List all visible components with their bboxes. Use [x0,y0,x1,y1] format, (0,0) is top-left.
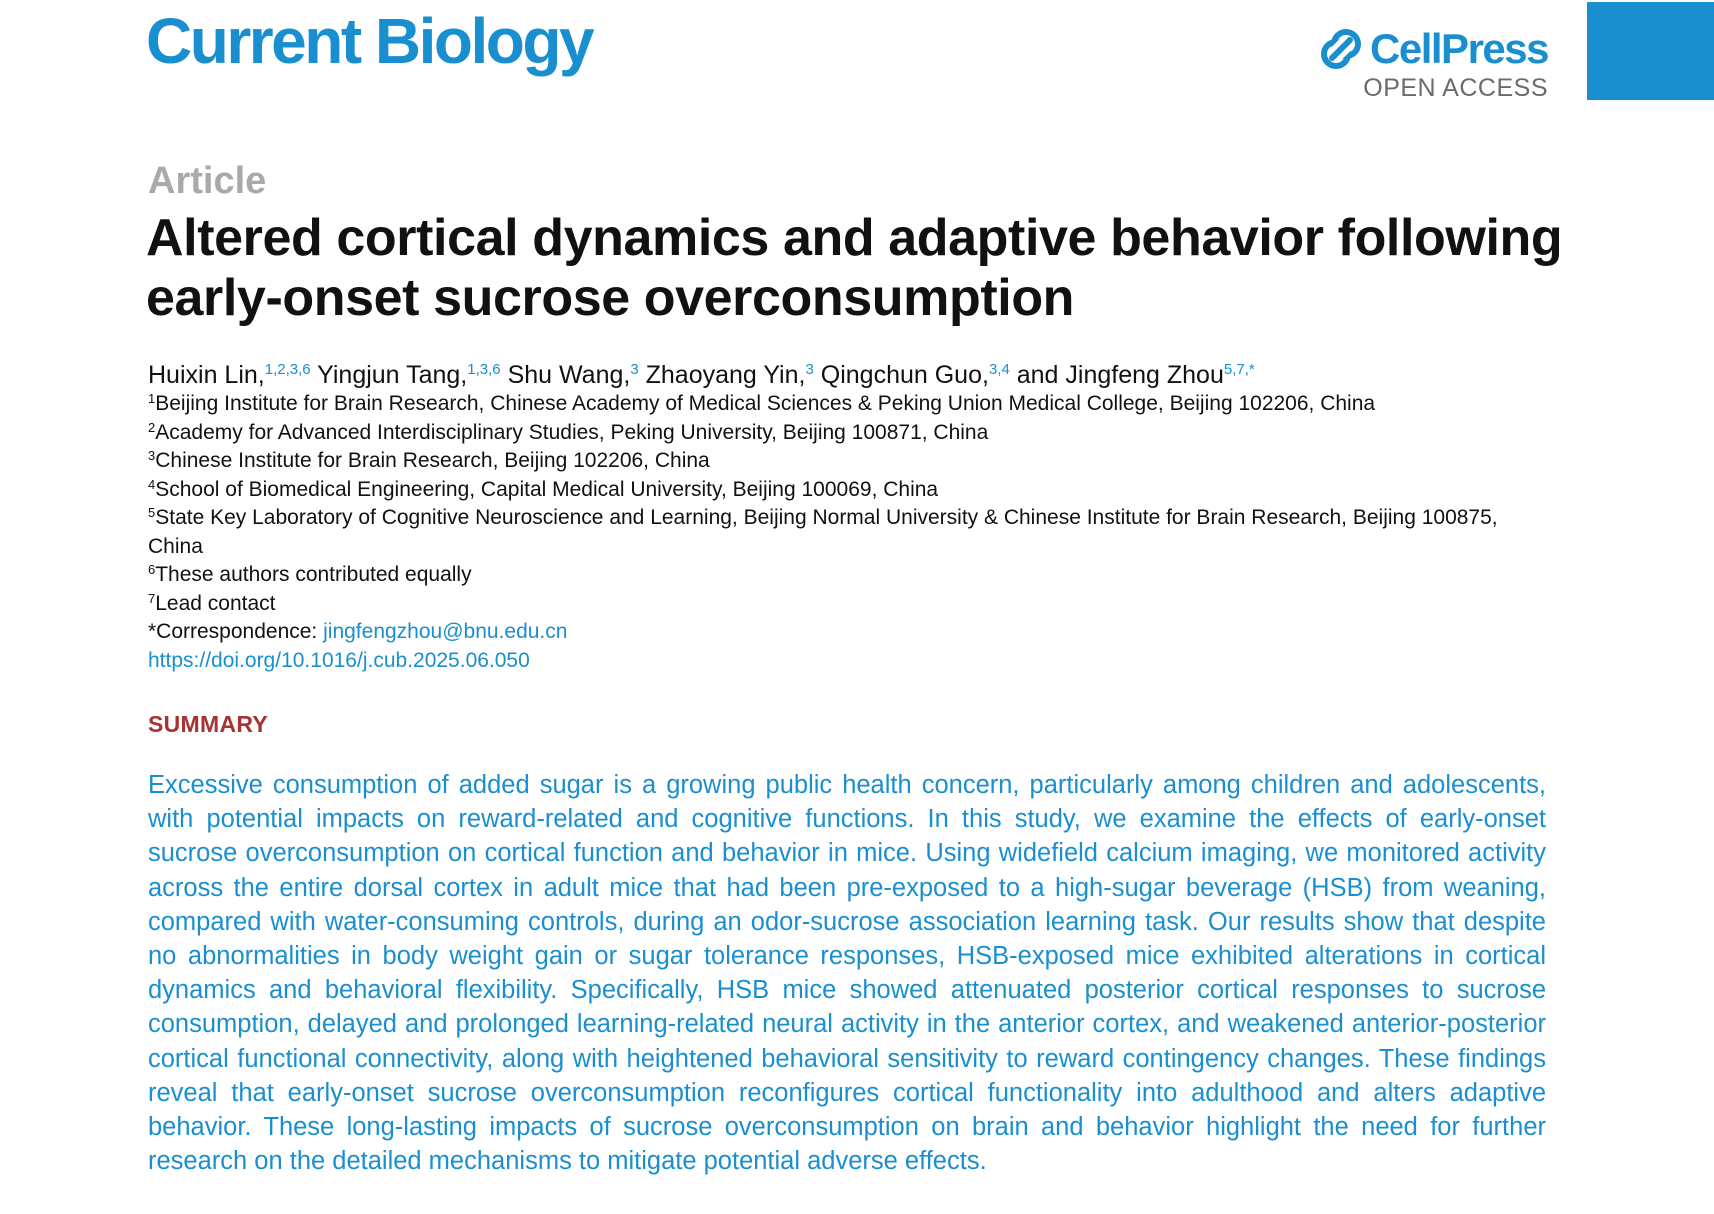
affiliation: $^4$School of Biomedical Engineering, Capital Medical University, Beijing 100069, China [148,476,939,501]
affiliation: $^1$Beijing Institute for Brain Research, Chinese Academy of Medical Sciences & Peking Union Medical College, Beijing 102206, China [148,391,1376,415]
cellpress-logo-icon [1318,26,1364,72]
journal-color-tab [1587,2,1714,100]
author[interactable]: and Jingfeng Zhou$^{5,7,*}$ [1016,361,1255,389]
author-affiliation-refs: 3 [630,361,639,378]
author[interactable]: Qingchun Guo,$^{3,4}$ [820,361,1010,389]
publisher-logo[interactable] [1318,26,1548,101]
summary-heading: SUMMARY [148,711,269,737]
affiliation: $^7$Lead contact [148,590,276,615]
summary-text: Excessive consumption of added sugar is a growing public health concern, particularly among children and adolescents, with potential impacts on reward-related and cognitive functions. In this study, we examine the effects of early-onset sucrose overconsumption on cortical function and behavior in mice. Using widefield calcium imaging, we monitored activity across the entire dorsal cortex in adult mice that had been pre-exposed to a high-sugar beverage (HSB) from weaning, compared with water-consuming controls, during an odor-sucrose association learning task. Our results show that despite no abnormalities in body weight gain or sugar tolerance responses, HSB-exposed mice exhibited alterations in cortical dynamics and behavioral flexibility. Specifically, HSB mice showed attenuated posterior cortical responses to sucrose consumption, delayed and prolonged learning-related neural activity in the anterior cortex, and weakened anterior-posterior cortical functional connectivity, along with heightened behavioral sensitivity to reward contingency changes. These findings reveal that early-onset sucrose overconsumption reconfigures cortical functionality into adulthood and alters adaptive behavior. These long-lasting impacts of sucrose overconsumption on brain and behavior highlight the need for further research on the detailed mechanisms to mitigate potential adverse effects. [148,771,1546,1176]
correspondence-email-link[interactable]: jingfengzhou@bnu.edu.cn [323,620,568,643]
author[interactable]: Shu Wang,$^3$ [507,361,639,389]
author-affiliation-refs: 3 [805,361,814,378]
correspondence [148,618,1548,647]
journal-title[interactable]: Current Biology [146,5,593,77]
affiliation: $^3$Chinese Institute for Brain Research, Beijing 102206, China [148,448,710,472]
doi-link[interactable]: https://doi.org/10.1016/j.cub.2025.06.050 [148,648,530,672]
author-affiliation-refs: 1,3,6 [467,361,501,378]
affiliation: $^6$These authors contributed equally [148,562,472,586]
author-affiliation-refs: 1,2,3,6 [264,361,311,378]
article-type: Article [148,160,267,202]
author-affiliation-refs: 5,7,* [1223,361,1255,378]
correspondence-label: *Correspondence: [148,620,324,643]
author-list [148,358,1255,392]
publisher-name: CellPress [1370,25,1548,72]
open-access-label: OPEN ACCESS [1363,74,1548,102]
affiliations-block [148,390,1548,675]
author[interactable]: Yingjun Tang,$^{1,3,6}$ [317,361,501,389]
affiliation: $^5$State Key Laboratory of Cognitive Neuroscience and Learning, Beijing Normal University & Chinese Institute for Brain Research, Beijing 100875, China [148,505,1498,558]
article-title: Altered cortical dynamics and adaptive behavior following early-onset sucrose overconsumption [146,209,1563,327]
author[interactable]: Huixin Lin,$^{1,2,3,6}$ [148,361,311,389]
affiliation: $^2$Academy for Advanced Interdisciplinary Studies, Peking University, Beijing 100871, China [148,419,989,444]
author-affiliation-refs: 3,4 [988,361,1010,378]
author[interactable]: Zhaoyang Yin,$^3$ [645,361,814,389]
